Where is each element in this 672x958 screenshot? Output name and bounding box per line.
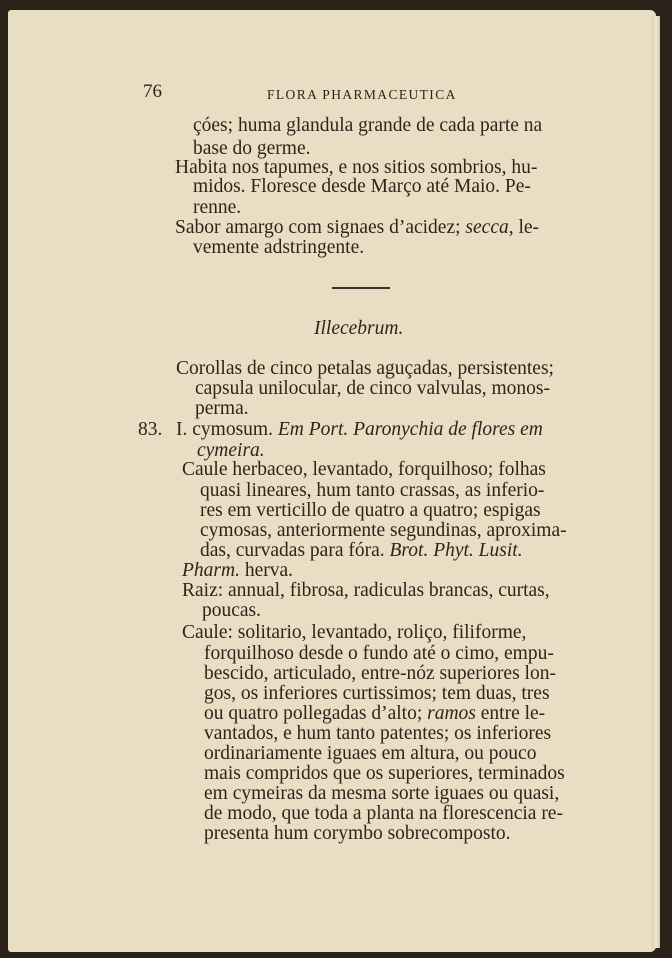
text-line: Caule: solitario, levantado, roliço, filiforme,: [182, 622, 527, 643]
page-number: 76: [143, 81, 162, 102]
text-line: cymeira.: [197, 440, 265, 461]
text-line: vantados, e hum tanto patentes; os inferiores: [204, 723, 552, 744]
sabor-text: Sabor amargo com signaes d’acidez;: [175, 217, 461, 238]
text-line: ordinariamente iguaes em altura, ou pouco: [204, 743, 537, 764]
ramos-text: ou quatro pollegadas d’alto;: [204, 703, 423, 724]
species-number: 83.: [138, 419, 163, 440]
pharm-label: Pharm.: [182, 560, 240, 581]
text-line: Caule herbaceo, levantado, forquilhoso; folhas: [182, 459, 546, 480]
sabor-italic: secca: [465, 217, 509, 238]
text-line: Raiz: annual, fibrosa, radiculas brancas, curtas,: [182, 580, 550, 601]
text-line: capsula unilocular, de cinco valvulas, monos-: [195, 378, 550, 399]
caule1-text: das, curvadas para fóra.: [200, 540, 385, 561]
ramos-italic: ramos: [427, 703, 476, 724]
text-line: çóes; huma glandula grande de cada parte na: [193, 115, 543, 136]
text-line: em cymeiras da mesma sorte iguaes ou quasi,: [204, 783, 560, 804]
text-line: de modo, que toda a planta na florescencia re-: [204, 803, 563, 824]
text-line: Corollas de cinco petalas aguçadas, persistentes;: [176, 358, 554, 379]
text-line: gos, os inferiores curtissimos; tem duas, tres: [204, 683, 550, 704]
text-line: perma.: [195, 398, 249, 419]
page-edge: [652, 16, 660, 948]
species-name: I. cymosum.: [176, 419, 273, 440]
text-line: poucas.: [202, 600, 262, 621]
text-line: bescido, articulado, entre-nóz superiores lon-: [204, 663, 556, 684]
pharm-value: herva.: [244, 560, 294, 581]
text-line: quasi lineares, hum tanto crassas, as inferio-: [200, 480, 545, 501]
text-line: base do germe.: [193, 138, 311, 159]
text-line: presenta hum corymbo sobrecomposto.: [204, 823, 511, 844]
sabor-end: , le-: [508, 217, 540, 238]
text-line: midos. Floresce desde Março até Maio. Pe-: [193, 176, 531, 197]
species-common-name: Em Port. Paronychia de flores em: [277, 419, 543, 440]
text-line: mais compridos que os superiores, terminados: [204, 763, 565, 784]
section-divider: [332, 287, 390, 289]
text-line: res em verticillo de quatro a quatro; espigas: [200, 500, 541, 521]
text-line: cymosas, anteriormente segundinas, aproxima-: [200, 520, 567, 541]
ramos-end: entre le-: [480, 703, 546, 724]
running-title: FLORA PHARMACEUTICA: [267, 87, 457, 102]
reference: Brot. Phyt. Lusit.: [389, 540, 523, 561]
text-line: renne.: [193, 197, 242, 218]
genus-heading: Illecebrum.: [314, 318, 404, 339]
text-line: vemente adstringente.: [193, 237, 365, 258]
text-line: forquilhoso desde o fundo até o cimo, empu-: [204, 643, 554, 664]
text-line: Habita nos tapumes, e nos sitios sombrios, hu-: [175, 157, 538, 178]
